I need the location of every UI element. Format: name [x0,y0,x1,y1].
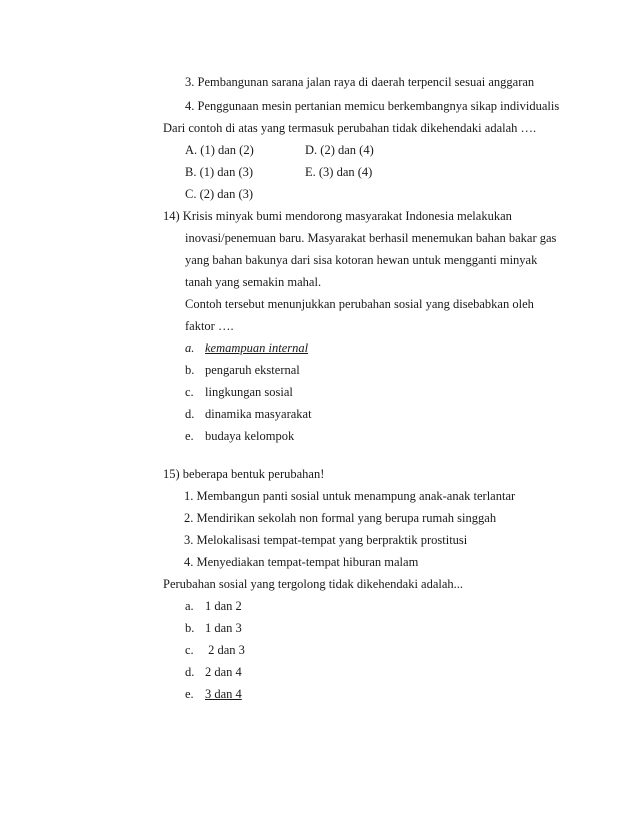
q14-option-e-mark: e. [185,429,194,443]
q14-option-a [185,340,308,356]
q15-option-a-text: 1 dan 2 [205,599,242,613]
q15-option-e-mark: e. [185,687,194,701]
q15-option-a [185,598,242,614]
q14-option-c-mark: c. [185,385,194,399]
q15-option-c-mark: c. [185,643,194,657]
q13-option-d: D. (2) dan (4) [305,143,374,157]
q14-option-d-mark: d. [185,407,195,421]
q13-item-3: 3. Pembangunan sarana jalan raya di daerah terpencil sesuai anggaran [185,75,535,89]
q14-option-d [185,406,312,422]
q14-option-b [185,362,300,378]
q13-question: Dari contoh di atas yang termasuk perubahan tidak dikehendaki adalah …. [163,121,537,135]
q14-option-c-text: lingkungan sosial [205,385,293,399]
q15-item-3: 3. Melokalisasi tempat-tempat yang berpraktik prostitusi [184,533,468,547]
q13-option-b: B. (1) dan (3) [185,165,254,179]
q14-line-2: inovasi/penemuan baru. Masyarakat berhasil menemukan bahan bakar gas [185,231,557,245]
q13-option-e: E. (3) dan (4) [305,165,373,179]
q14-line-1: 14) Krisis minyak bumi mendorong masyarakat Indonesia melakukan [163,209,512,223]
q15-option-b [185,620,242,636]
q14-option-e [185,428,294,444]
q14-option-e-text: budaya kelompok [205,429,295,443]
q15-option-c-text: 2 dan 3 [205,643,245,657]
q13-option-c: C. (2) dan (3) [185,187,254,201]
q15-item-2: 2. Mendirikan sekolah non formal yang berupa rumah singgah [184,511,497,525]
q14-line-6: faktor …. [185,319,234,333]
q15-item-1: 1. Membangun panti sosial untuk menampung anak-anak terlantar [184,489,516,503]
q15-option-c [185,642,245,658]
q13-option-a: A. (1) dan (2) [185,143,254,157]
q15-title: 15) beberapa bentuk perubahan! [163,467,325,481]
q15-option-a-mark: a. [185,599,194,613]
q15-option-d [185,664,242,680]
q15-question: Perubahan sosial yang tergolong tidak dikehendaki adalah... [163,577,464,591]
q15-option-b-text: 1 dan 3 [205,621,242,635]
q15-option-e-text: 3 dan 4 [205,687,242,701]
q15-option-d-mark: d. [185,665,195,679]
q15-item-4: 4. Menyediakan tempat-tempat hiburan malam [184,555,419,569]
q15-option-b-mark: b. [185,621,195,635]
q14-option-a-mark: a. [185,341,195,355]
q14-option-d-text: dinamika masyarakat [205,407,312,421]
q14-option-b-text: pengaruh eksternal [205,363,300,377]
q14-option-a-text: kemampuan internal [205,341,309,355]
q15-option-e [185,686,242,702]
q14-line-5: Contoh tersebut menunjukkan perubahan sosial yang disebabkan oleh [185,297,534,311]
q14-line-4: tanah yang semakin mahal. [185,275,322,289]
q14-option-c [185,384,293,400]
q15-option-d-text: 2 dan 4 [205,665,242,679]
q14-option-b-mark: b. [185,363,195,377]
q13-item-4: 4. Penggunaan mesin pertanian memicu berkembangnya sikap individualis [185,99,560,113]
q14-line-3: yang bahan bakunya dari sisa kotoran hewan untuk mengganti minyak [185,253,538,267]
